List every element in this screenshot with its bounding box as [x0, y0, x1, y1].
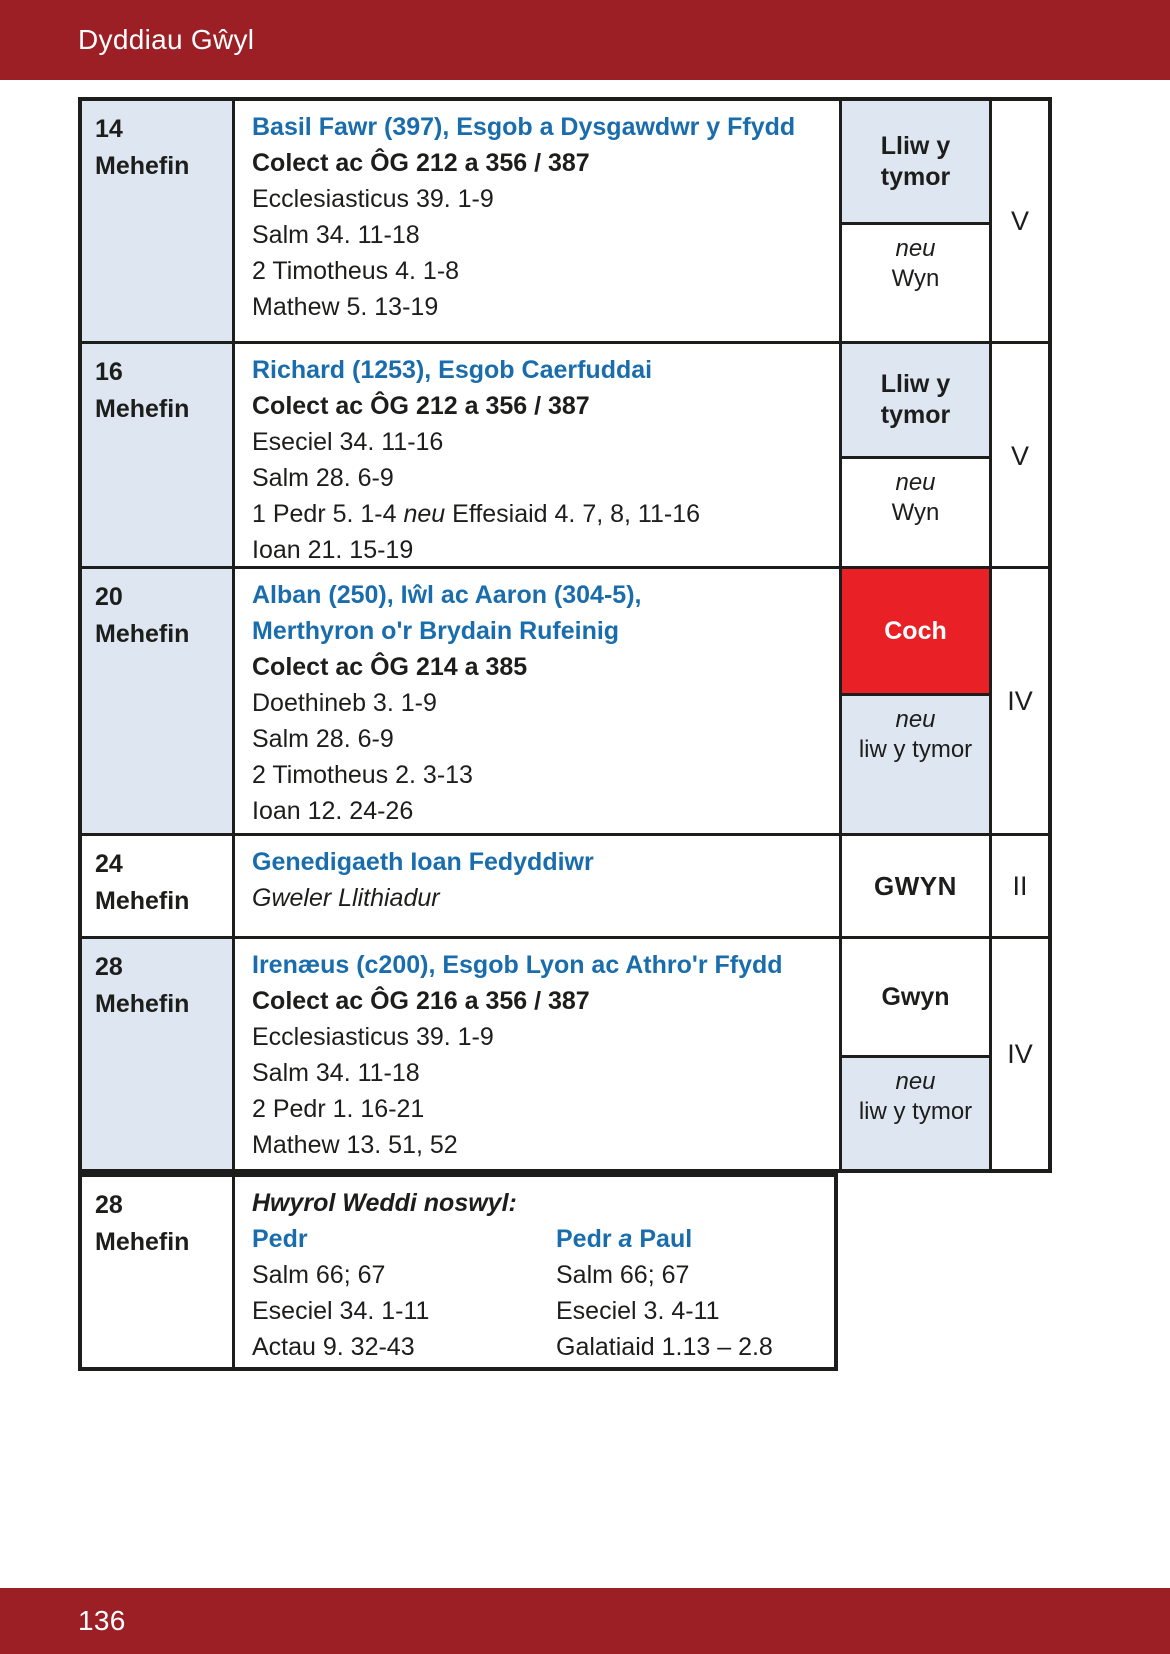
- alt-colour-cell: [842, 1058, 989, 1169]
- seasonal-colour-label: Lliw y tymor: [842, 101, 989, 225]
- date-cell: [82, 101, 235, 341]
- reading-line: Salm 34. 11-18: [252, 221, 420, 249]
- day-number: 28: [95, 953, 123, 981]
- day-number: 20: [95, 583, 123, 611]
- option-title: Pedr a Paul: [556, 1225, 693, 1253]
- reading-line: Actau 9. 32-43: [252, 1333, 415, 1361]
- page-number: 136: [78, 1605, 126, 1636]
- reading-line: Ecclesiasticus 39. 1-9: [252, 1023, 494, 1051]
- content-cell: [235, 1177, 834, 1367]
- alt-colour-name: Wyn: [891, 265, 940, 292]
- month-label: Mehefin: [95, 620, 190, 648]
- feast-row: [82, 101, 1048, 344]
- grade-numeral: II: [1012, 870, 1028, 901]
- grade-cell: [992, 569, 1048, 833]
- collect-reference: Colect ac ÔG 216 a 356 / 387: [252, 987, 590, 1015]
- grade-numeral: IV: [1007, 685, 1033, 716]
- alt-colour-name: Wyn: [891, 499, 940, 526]
- grade-numeral: V: [1010, 205, 1029, 236]
- reading-line: Mathew 5. 13-19: [252, 293, 439, 321]
- grade-cell: [992, 344, 1048, 568]
- date-cell: [82, 939, 235, 1169]
- reading-line: Doethineb 3. 1-9: [252, 689, 437, 717]
- option-column-pedr: [252, 1221, 556, 1365]
- grade-numeral: V: [1010, 440, 1029, 471]
- month-label: Mehefin: [95, 990, 190, 1018]
- feast-row: [82, 939, 1048, 1169]
- option-column-pedr-a-paul: [556, 1221, 824, 1365]
- alt-marker: neu: [895, 706, 936, 733]
- reading-line: 2 Timotheus 2. 3-13: [252, 761, 473, 789]
- reading-line: Ecclesiasticus 39. 1-9: [252, 185, 494, 213]
- content-cell: [235, 569, 842, 833]
- page-title: Dyddiau Gŵyl: [78, 24, 255, 55]
- festival-calendar-table: [78, 97, 1052, 1173]
- month-label: Mehefin: [95, 1228, 190, 1256]
- content-cell: [235, 101, 842, 341]
- footer-bar: [0, 1588, 1170, 1654]
- month-label: Mehefin: [95, 152, 190, 180]
- date-cell: [82, 1177, 235, 1367]
- collect-reference: Colect ac ÔG 214 a 385: [252, 653, 528, 681]
- alt-marker: neu: [895, 469, 936, 496]
- grade-cell: [992, 101, 1048, 341]
- day-number: 24: [95, 850, 123, 878]
- evensong-row: [78, 1173, 838, 1371]
- colour-cell: [842, 939, 992, 1169]
- seasonal-colour-label: GWYN: [842, 836, 989, 936]
- feast-title: Genedigaeth Ioan Fedyddiwr: [252, 848, 594, 876]
- alt-marker: neu: [403, 500, 446, 528]
- evensong-options: [252, 1221, 824, 1365]
- feast-title: Merthyron o'r Brydain Rufeinig: [252, 617, 620, 645]
- grade-cell: [992, 836, 1048, 936]
- content-cell: [235, 836, 842, 936]
- reading-line: Eseciel 34. 11-16: [252, 428, 444, 456]
- day-number: 28: [95, 1191, 123, 1219]
- option-title: Pedr: [252, 1225, 308, 1253]
- colour-cell: [842, 569, 992, 833]
- date-cell: [82, 836, 235, 936]
- reading-line: 2 Timotheus 4. 1-8: [252, 257, 460, 285]
- alt-colour-cell: [842, 459, 989, 568]
- reading-line: Galatiaid 1.13 – 2.8: [556, 1333, 773, 1361]
- feast-title: Richard (1253), Esgob Caerfuddai: [252, 356, 653, 384]
- reading-line: Salm 28. 6-9: [252, 464, 394, 492]
- reading-line: Salm 34. 11-18: [252, 1059, 420, 1087]
- collect-reference: Colect ac ÔG 212 a 356 / 387: [252, 392, 590, 420]
- seasonal-colour-label: Lliw y tymor: [842, 344, 989, 459]
- feast-title: Irenæus (c200), Esgob Lyon ac Athro'r Ffydd: [252, 951, 783, 979]
- feast-row: [82, 344, 1048, 569]
- grade-numeral: IV: [1007, 1038, 1033, 1069]
- colour-cell: [842, 101, 992, 341]
- month-label: Mehefin: [95, 887, 190, 915]
- content-cell: [235, 344, 842, 568]
- alt-colour-cell: [842, 696, 989, 833]
- alt-colour-cell: [842, 225, 989, 341]
- feast-title: Alban (250), Iŵl ac Aaron (304-5),: [252, 581, 642, 609]
- alt-colour-name: liw y tymor: [858, 1098, 973, 1125]
- colour-cell: [842, 836, 992, 936]
- colour-cell: [842, 344, 992, 568]
- day-number: 16: [95, 358, 123, 386]
- reading-line: Ioan 21. 15-19: [252, 536, 414, 564]
- reading-line: Salm 66; 67: [252, 1261, 386, 1289]
- feast-title: Basil Fawr (397), Esgob a Dysgawdwr y Ffydd: [252, 113, 796, 141]
- reading-line: Ioan 12. 24-26: [252, 797, 414, 825]
- alt-marker: neu: [895, 1068, 936, 1095]
- feast-row: [82, 569, 1048, 836]
- reading-line: Mathew 13. 51, 52: [252, 1131, 458, 1159]
- month-label: Mehefin: [95, 395, 190, 423]
- alt-marker: neu: [895, 235, 936, 262]
- feast-row: [82, 836, 1048, 939]
- reading-line: Salm 28. 6-9: [252, 725, 394, 753]
- alt-colour-name: liw y tymor: [858, 736, 973, 763]
- reading-line: Salm 66; 67: [556, 1261, 690, 1289]
- day-number: 14: [95, 115, 123, 143]
- collect-reference: Colect ac ÔG 212 a 356 / 387: [252, 149, 590, 177]
- grade-cell: [992, 939, 1048, 1169]
- reading-line: 1 Pedr 5. 1-4 neu Effesiaid 4. 7, 8, 11-16: [252, 500, 701, 528]
- seasonal-colour-label: Coch: [842, 569, 989, 696]
- reading-line: Eseciel 34. 1-11: [252, 1297, 430, 1325]
- evensong-heading: Hwyrol Weddi noswyl:: [252, 1189, 517, 1217]
- lectionary-note: Gweler Llithiadur: [252, 884, 440, 912]
- reading-line: 2 Pedr 1. 16-21: [252, 1095, 425, 1123]
- seasonal-colour-label: Gwyn: [842, 939, 989, 1058]
- reading-line: Eseciel 3. 4-11: [556, 1297, 720, 1325]
- content-cell: [235, 939, 842, 1169]
- date-cell: [82, 569, 235, 833]
- date-cell: [82, 344, 235, 568]
- header-bar: [0, 0, 1170, 80]
